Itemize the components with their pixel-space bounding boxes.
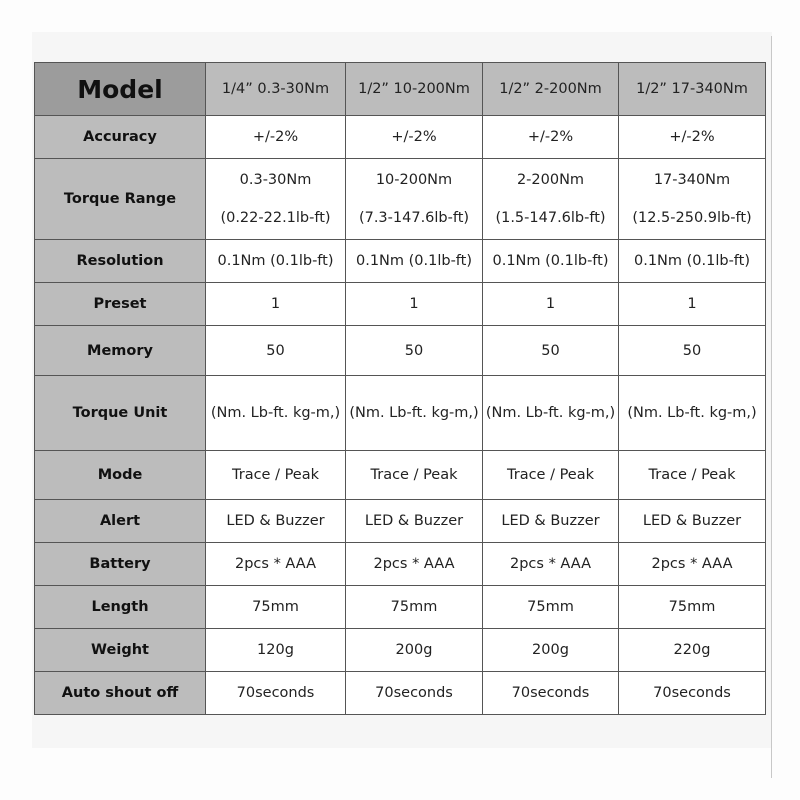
torque-range-nm: 10-200Nm xyxy=(375,172,453,188)
model-column-1: 1/4” 0.3-30Nm xyxy=(206,63,346,116)
table-cell: 1 xyxy=(206,283,346,326)
row-label-length: Length xyxy=(35,586,206,629)
row-label-resolution: Resolution xyxy=(35,240,206,283)
table-row-accuracy xyxy=(35,116,766,159)
table-row-auto-shout-off xyxy=(35,672,766,715)
torque-range-lbft: (0.22-22.1lb-ft) xyxy=(220,210,331,226)
table-row-mode xyxy=(35,451,766,500)
table-cell: 50 xyxy=(346,326,483,376)
table-row-torque-range xyxy=(35,159,766,240)
table-cell: 200g xyxy=(346,629,483,672)
table-cell: 220g xyxy=(619,629,766,672)
table-cell: 2pcs * AAA xyxy=(346,543,483,586)
table-cell: 70seconds xyxy=(206,672,346,715)
table-cell xyxy=(483,159,619,240)
table-cell: 0.1Nm (0.1lb-ft) xyxy=(346,240,483,283)
table-row-alert xyxy=(35,500,766,543)
torque-range-lbft: (1.5-147.6lb-ft) xyxy=(495,210,606,226)
row-label-alert: Alert xyxy=(35,500,206,543)
torque-range-nm: 2-200Nm xyxy=(516,172,585,188)
table-cell: +/-2% xyxy=(346,116,483,159)
table-cell xyxy=(206,159,346,240)
table-cell: 2pcs * AAA xyxy=(206,543,346,586)
table-cell: 0.1Nm (0.1lb-ft) xyxy=(483,240,619,283)
model-column-3: 1/2” 2-200Nm xyxy=(483,63,619,116)
row-label-accuracy: Accuracy xyxy=(35,116,206,159)
table-cell: Trace / Peak xyxy=(346,451,483,500)
table-row-weight xyxy=(35,629,766,672)
table-cell: Trace / Peak xyxy=(619,451,766,500)
row-label-torque-range: Torque Range xyxy=(35,159,206,240)
row-label-memory: Memory xyxy=(35,326,206,376)
table-cell: LED & Buzzer xyxy=(346,500,483,543)
row-label-mode: Mode xyxy=(35,451,206,500)
spec-table xyxy=(34,62,766,715)
table-row-resolution xyxy=(35,240,766,283)
table-cell: 0.1Nm (0.1lb-ft) xyxy=(206,240,346,283)
table-cell: 70seconds xyxy=(619,672,766,715)
table-row-memory xyxy=(35,326,766,376)
table-cell: 75mm xyxy=(483,586,619,629)
header-row xyxy=(35,63,766,116)
torque-range-lbft: (12.5-250.9lb-ft) xyxy=(632,210,752,226)
row-label-preset: Preset xyxy=(35,283,206,326)
table-cell: (Nm. Lb-ft. kg-m,) xyxy=(346,376,483,451)
torque-range-lbft: (7.3-147.6lb-ft) xyxy=(358,210,470,226)
table-cell: 2pcs * AAA xyxy=(483,543,619,586)
row-label-battery: Battery xyxy=(35,543,206,586)
table-cell: 75mm xyxy=(206,586,346,629)
table-cell: 1 xyxy=(346,283,483,326)
table-row-length xyxy=(35,586,766,629)
table-cell: (Nm. Lb-ft. kg-m,) xyxy=(206,376,346,451)
table-cell: LED & Buzzer xyxy=(483,500,619,543)
table-row-preset xyxy=(35,283,766,326)
table-row-torque-unit xyxy=(35,376,766,451)
table-cell: Trace / Peak xyxy=(206,451,346,500)
model-header: Model xyxy=(35,63,206,116)
row-label-torque-unit: Torque Unit xyxy=(35,376,206,451)
table-cell: 50 xyxy=(619,326,766,376)
table-cell: Trace / Peak xyxy=(483,451,619,500)
model-column-2: 1/2” 10-200Nm xyxy=(346,63,483,116)
table-cell: 1 xyxy=(619,283,766,326)
table-cell: 50 xyxy=(206,326,346,376)
table-cell: +/-2% xyxy=(619,116,766,159)
table-cell: 120g xyxy=(206,629,346,672)
model-column-4: 1/2” 17-340Nm xyxy=(619,63,766,116)
row-label-auto-shout-off: Auto shout off xyxy=(35,672,206,715)
table-cell xyxy=(346,159,483,240)
table-cell: 2pcs * AAA xyxy=(619,543,766,586)
frame-edge-line xyxy=(771,36,772,778)
table-cell: 0.1Nm (0.1lb-ft) xyxy=(619,240,766,283)
table-row-battery xyxy=(35,543,766,586)
table-cell: 70seconds xyxy=(483,672,619,715)
table-cell: 75mm xyxy=(619,586,766,629)
torque-range-nm: 0.3-30Nm xyxy=(239,172,312,188)
table-cell: LED & Buzzer xyxy=(619,500,766,543)
torque-range-nm: 17-340Nm xyxy=(653,172,731,188)
table-cell: 70seconds xyxy=(346,672,483,715)
table-cell: +/-2% xyxy=(206,116,346,159)
table-cell: 75mm xyxy=(346,586,483,629)
row-label-weight: Weight xyxy=(35,629,206,672)
table-cell: (Nm. Lb-ft. kg-m,) xyxy=(619,376,766,451)
table-cell: +/-2% xyxy=(483,116,619,159)
table-cell: 50 xyxy=(483,326,619,376)
table-cell: (Nm. Lb-ft. kg-m,) xyxy=(483,376,619,451)
table-cell: 200g xyxy=(483,629,619,672)
table-cell xyxy=(619,159,766,240)
table-cell: 1 xyxy=(483,283,619,326)
table-cell: LED & Buzzer xyxy=(206,500,346,543)
